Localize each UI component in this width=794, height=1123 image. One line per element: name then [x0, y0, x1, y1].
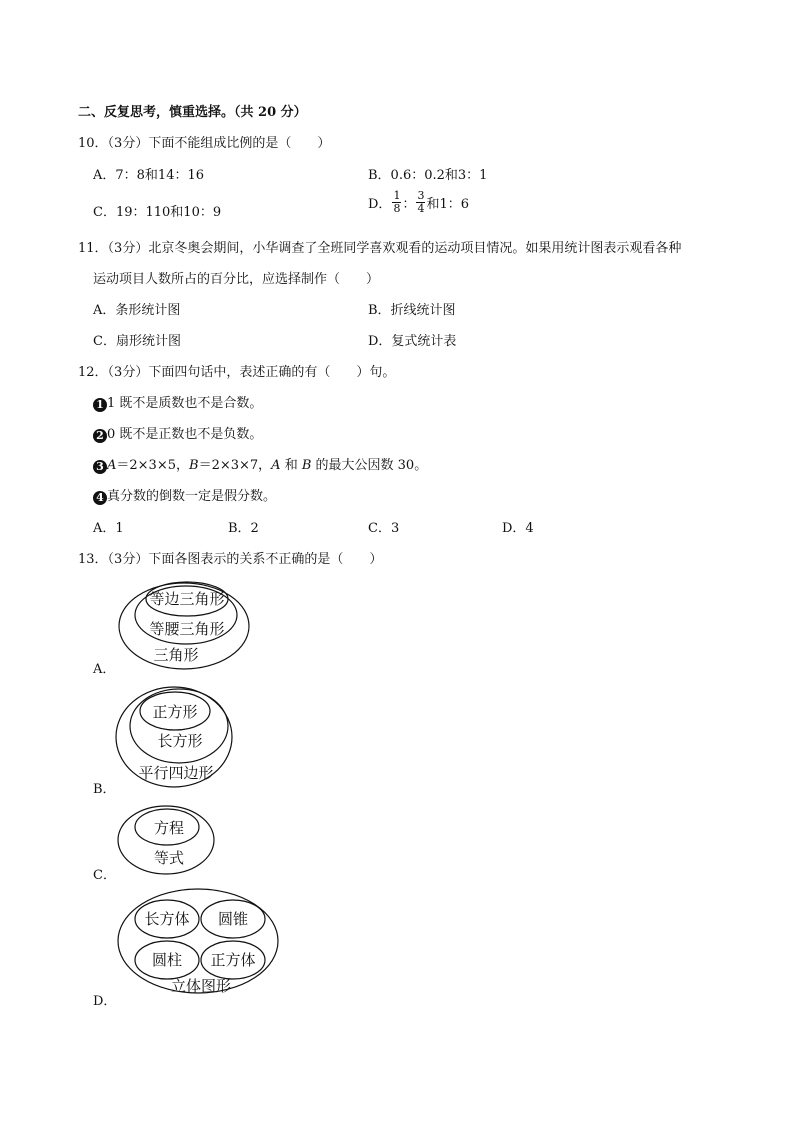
- q12-option-c[interactable]: C．3: [368, 521, 400, 536]
- q12-statement-1: [93, 392, 262, 412]
- q11-option-a[interactable]: A．条形统计图: [93, 303, 181, 318]
- label-cylinder: 圆柱: [151, 951, 183, 969]
- label-equilateral-triangle: 等边三角形: [149, 590, 225, 608]
- var-b: B: [301, 458, 312, 473]
- q12-statement-2: [93, 423, 262, 443]
- label-cube: 正方体: [210, 951, 256, 969]
- var-a: A: [107, 458, 117, 473]
- label-square: 正方形: [152, 703, 198, 721]
- label-equation: 方程: [153, 819, 185, 837]
- q10-d-fraction-2: $\frac{3}{4}$: [417, 189, 425, 215]
- q11-option-d[interactable]: D．复式统计表: [368, 334, 457, 349]
- q10-d-fraction-1: $\frac{1}{8}$: [393, 189, 401, 215]
- var-a: A: [271, 458, 281, 473]
- q13-diagram-c: [114, 802, 219, 880]
- q12-option-a[interactable]: A．1: [93, 521, 124, 536]
- label-rectangle: 长方形: [157, 732, 203, 750]
- q13-diagram-d: [114, 884, 284, 999]
- q12-statement-2-text: 0 既不是正数也不是负数。: [107, 427, 263, 442]
- q12-s3-text-1: ＝2×3×5，: [116, 458, 189, 473]
- q11-option-c[interactable]: C．扇形统计图: [93, 334, 181, 349]
- q12-statement-1-text: 1 既不是质数也不是合数。: [107, 396, 263, 411]
- q12-statement-3: [93, 454, 427, 474]
- q12-s3-text-4: 的最大公因数 30。: [311, 458, 428, 473]
- q12-option-d[interactable]: D．4: [502, 521, 534, 536]
- q10-option-c[interactable]: C．19：110和10：9: [93, 205, 222, 220]
- q10-option-a[interactable]: A．7：8和14：16: [93, 168, 205, 183]
- label-equality: 等式: [153, 849, 185, 867]
- q12-option-b[interactable]: B．2: [228, 521, 259, 536]
- q12-s3-text-2: ＝2×3×7，: [198, 458, 272, 473]
- circled-number-3: 3: [93, 460, 107, 474]
- q13-option-c[interactable]: C．: [93, 868, 116, 883]
- label-solid-figures: 立体图形: [170, 977, 232, 995]
- q11-option-b[interactable]: B．折线统计图: [368, 303, 456, 318]
- var-b: B: [189, 458, 199, 473]
- circled-number-4: 4: [93, 491, 107, 505]
- q12-s3-text-3: 和: [280, 458, 302, 473]
- label-cone: 圆锥: [217, 910, 249, 928]
- label-cuboid: 长方体: [144, 910, 190, 928]
- q10-d-prefix: D．: [368, 197, 392, 212]
- question-13-stem: 13．（3分）下面各图表示的关系不正确的是（ ）: [78, 552, 383, 567]
- q12-statement-4-text: 真分数的倒数一定是假分数。: [107, 489, 277, 504]
- q12-statement-4: [93, 485, 276, 505]
- q10-option-b[interactable]: B．0.6：0.2和3：1: [368, 168, 488, 183]
- q13-option-d[interactable]: D．: [93, 994, 117, 1009]
- label-parallelogram: 平行四边形: [138, 764, 214, 782]
- q10-d-suffix: 和1：6: [426, 197, 469, 212]
- q13-diagram-b: [112, 682, 237, 792]
- label-isosceles-triangle: 等腰三角形: [149, 620, 225, 638]
- middle-ellipse: [130, 689, 228, 763]
- q10-d-colon: ：: [402, 197, 416, 212]
- question-10-stem: 10．（3分）下面不能组成比例的是（ ）: [78, 136, 331, 151]
- question-12-stem: 12．（3分）下面四句话中，表述正确的有（ ）句。: [78, 365, 396, 380]
- section-title: 二、反复思考，慎重选择。（共 20 分）: [78, 105, 307, 120]
- q10-option-d[interactable]: [368, 190, 469, 215]
- label-triangle: 三角形: [153, 646, 199, 664]
- question-11-stem-line2: 运动项目人数所占的百分比，应选择制作（ ）: [93, 272, 380, 287]
- q13-diagram-a: [110, 578, 260, 678]
- question-11-stem-line1: 11．（3分）北京冬奥会期间，小华调查了全班同学喜欢观看的运动项目情况。如果用统计图表示观看各种: [78, 241, 682, 256]
- circled-number-2: 2: [93, 429, 107, 443]
- q13-option-b[interactable]: B．: [93, 782, 116, 797]
- circled-number-1: 1: [93, 398, 107, 412]
- q13-option-a[interactable]: A．: [93, 662, 116, 677]
